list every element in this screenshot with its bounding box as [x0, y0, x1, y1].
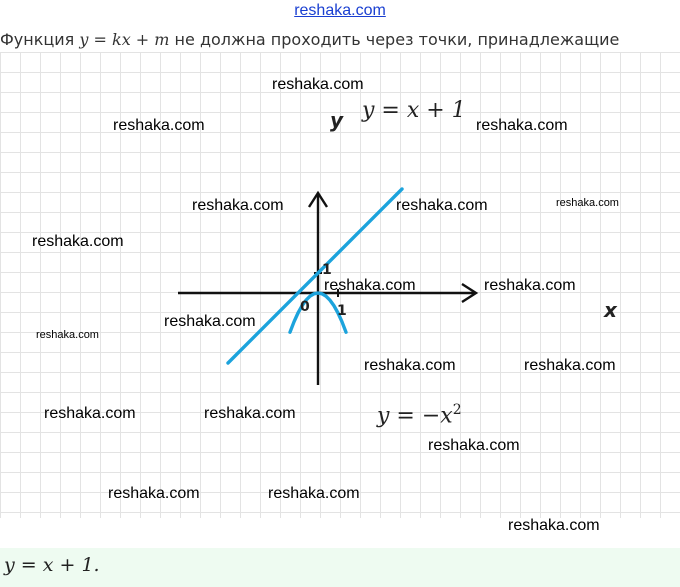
watermark: reshaka.com — [524, 357, 616, 374]
watermark: reshaka.com — [32, 233, 124, 250]
watermark: reshaka.com — [113, 117, 205, 134]
watermark: reshaka.com — [108, 485, 200, 502]
watermark: reshaka.com — [364, 357, 456, 374]
answer-bar — [0, 548, 680, 587]
statement-suffix: не должна проходить через точки, принадлежащие — [169, 30, 620, 49]
watermark: reshaka.com — [204, 405, 296, 422]
watermark: reshaka.com — [556, 197, 619, 209]
parabola-label-base: y = −x — [377, 403, 453, 429]
line-label: y = x + 1 — [362, 98, 466, 123]
watermark: reshaka.com — [268, 485, 360, 502]
statement-formula: y = kx + m — [79, 30, 170, 49]
parabola-label — [377, 402, 462, 428]
watermark: reshaka.com — [324, 277, 416, 294]
watermark: reshaka.com — [36, 329, 99, 341]
line-series — [228, 189, 402, 363]
site-link[interactable]: reshaka.com — [294, 2, 386, 19]
watermark: reshaka.com — [396, 197, 488, 214]
watermark-bottom-right: reshaka.com — [508, 517, 600, 534]
watermark: reshaka.com — [484, 277, 576, 294]
origin-label: 0 — [300, 299, 310, 315]
problem-statement — [0, 30, 680, 49]
watermark: reshaka.com — [164, 313, 256, 330]
x-tick-1-label: 1 — [337, 303, 347, 319]
curves — [228, 189, 402, 363]
x-axis-label: x — [604, 298, 617, 322]
y-tick-1-label: 1 — [322, 262, 332, 278]
answer-text: y = x + 1. — [4, 554, 100, 576]
watermark: reshaka.com — [476, 117, 568, 134]
parabola-label-exp: 2 — [452, 402, 462, 418]
watermark: reshaka.com — [44, 405, 136, 422]
watermark: reshaka.com — [428, 437, 520, 454]
statement-prefix: Функция — [0, 30, 80, 49]
watermark: reshaka.com — [192, 197, 284, 214]
y-axis-label: y — [330, 108, 344, 132]
watermark: reshaka.com — [272, 76, 364, 93]
